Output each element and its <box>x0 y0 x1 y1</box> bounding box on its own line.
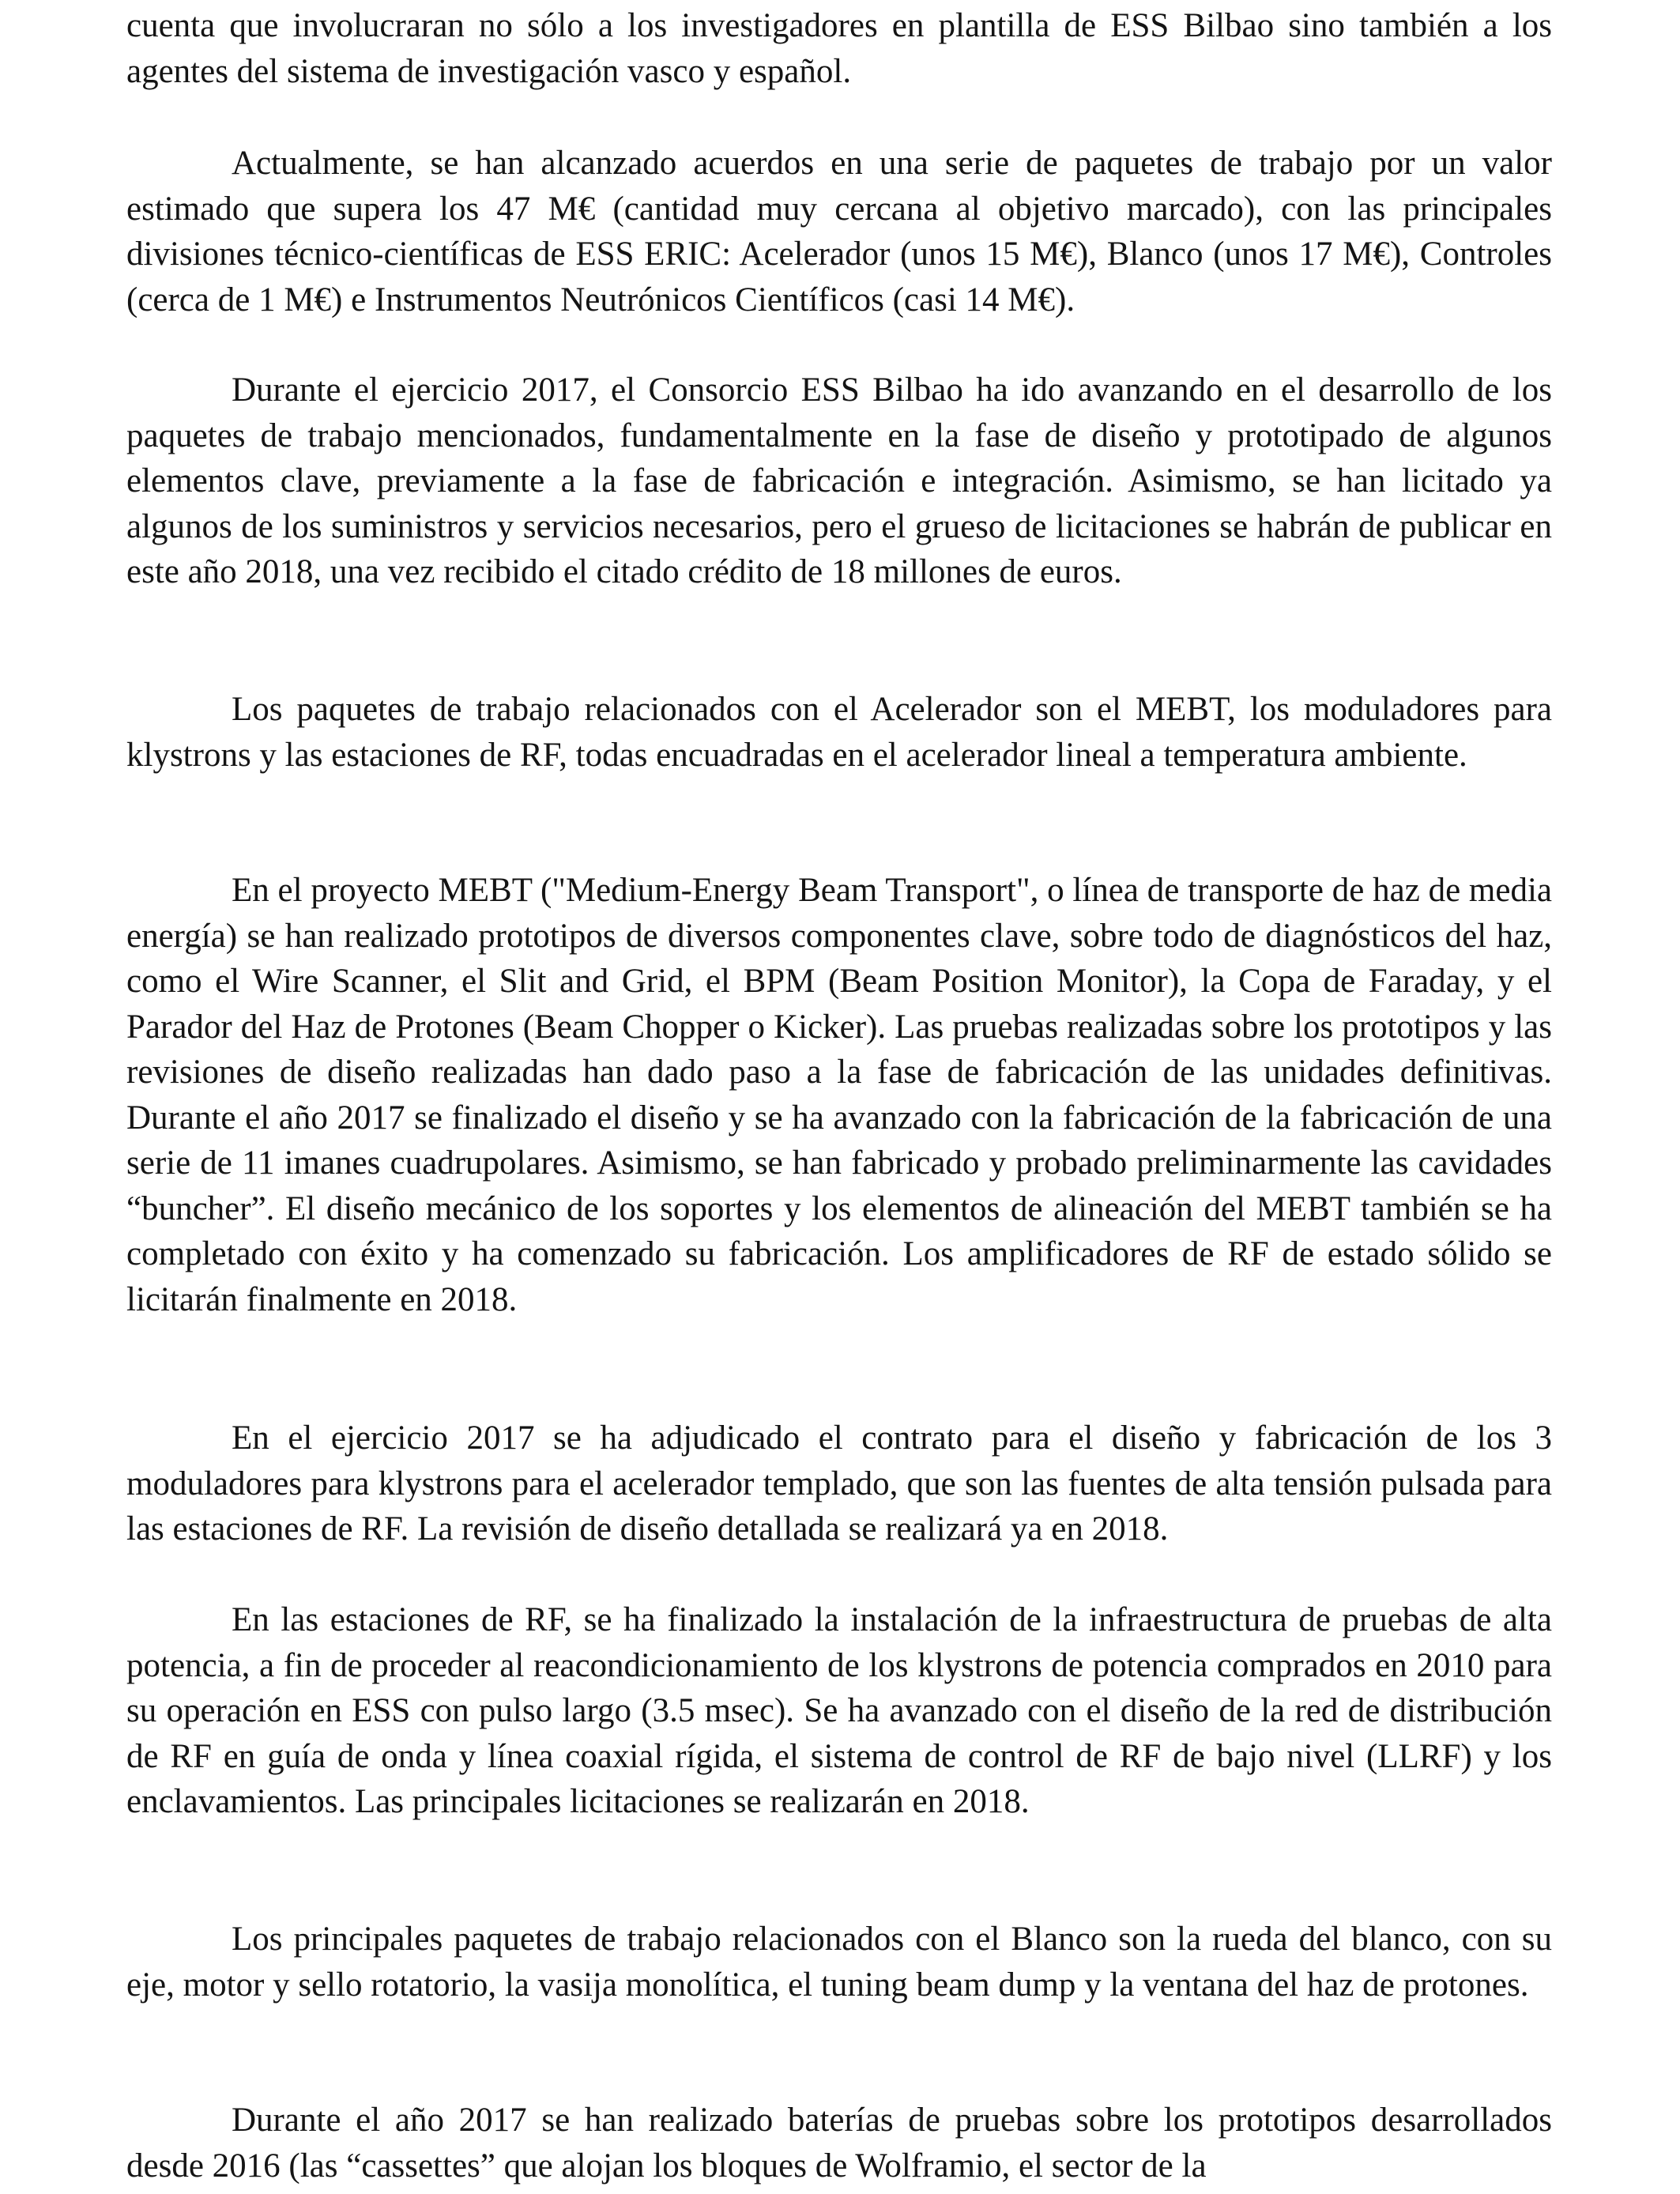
paragraph-2017-progress: Durante el ejercicio 2017, el Consorcio ESS Bilbao ha ido avanzando en el desarrollo de los paquetes de trabajo mencionados, fundamentalmente en la fase de diseño y prototipado de algunos elementos clave, previamente a la fase de fabricación e integración. Asimismo, se han licitado ya algunos de los suministros y servicios necesarios, pero el grueso de licitaciones se habrán de publicar en este año 2018, una vez recibido el citado crédito de 18 millones de euros. <box>126 371 1552 590</box>
paragraph-rf-stations: En las estaciones de RF, se ha finalizado la instalación de la infraestructura de pruebas de alta potencia, a fin de proceder al reacondicionamiento de los klystrons de potencia comprados en 2010 para su operación en ESS con pulso largo (3.5 msec). Se ha avanzado con el diseño de la red de distribución de RF en guía de onda y línea coaxial rígida, el sistema de control de RF de bajo nivel (LLRF) y los enclavamientos. Las principales licitaciones se realizarán en 2018. <box>126 1601 1552 1820</box>
paragraph-mebt-project: En el proyecto MEBT ("Medium-Energy Beam Transport", o línea de transporte de haz de media energía) se han realizado prototipos de diversos componentes clave, sobre todo de diagnósticos del haz, como el Wire Scanner, el Slit and Grid, el BPM (Beam Position Monitor), la Copa de Faraday, y el Parador del Haz de Protones (Beam Chopper o Kicker). Las pruebas realizadas sobre los prototipos y las revisiones de diseño realizadas han dado paso a la fase de fabricación de las unidades definitivas. Durante el año 2017 se finalizado el diseño y se ha avanzado con la fabricación de la fabricación de una serie de 11 imanes cuadrupolares. Asimismo, se han fabricado y probado preliminarmente las cavidades “buncher”. El diseño mecánico de los soportes y los elementos de alineación del MEBT también se ha completado con éxito y ha comenzado su fabricación. Los amplificadores de RF de estado sólido se licitarán finalmente en 2018. <box>126 872 1552 1318</box>
paragraph-target-packages: Los principales paquetes de trabajo relacionados con el Blanco son la rueda del blanco, con su eje, motor y sello rotatorio, la vasija monolítica, el tuning beam dump y la ventana del haz de protones. <box>126 1921 1552 2004</box>
paragraph-modulators-contract: En el ejercicio 2017 se ha adjudicado el contrato para el diseño y fabricación de los 3 moduladores para klystrons para el acelerador templado, que son las fuentes de alta tensión pulsada para las estaciones de RF. La revisión de diseño detallada se realizará ya en 2018. <box>126 1419 1552 1547</box>
paragraph-2017-tests: Durante el año 2017 se han realizado baterías de pruebas sobre los prototipos desarrollados desde 2016 (las “cassettes” que alojan los bloques de Wolframio, el sector de la <box>126 2102 1552 2185</box>
paragraph-accelerator-packages: Los paquetes de trabajo relacionados con el Acelerador son el MEBT, los moduladores para klystrons y las estaciones de RF, todas encuadradas en el acelerador lineal a temperatura ambiente. <box>126 691 1552 774</box>
paragraph-agreements-value: Actualmente, se han alcanzado acuerdos en una serie de paquetes de trabajo por un valor estimado que supera los 47 M€ (cantidad muy cercana al objetivo marcado), con las principales divisiones técnico-científicas de ESS ERIC: Acelerador (unos 15 M€), Blanco (unos 17 M€), Controles (cerca de 1 M€) e Instrumentos Neutrónicos Científicos (casi 14 M€). <box>126 145 1552 319</box>
paragraph-continuation: cuenta que involucraran no sólo a los investigadores en plantilla de ESS Bilbao sino también a los agentes del sistema de investigación vasco y español. <box>126 7 1552 90</box>
